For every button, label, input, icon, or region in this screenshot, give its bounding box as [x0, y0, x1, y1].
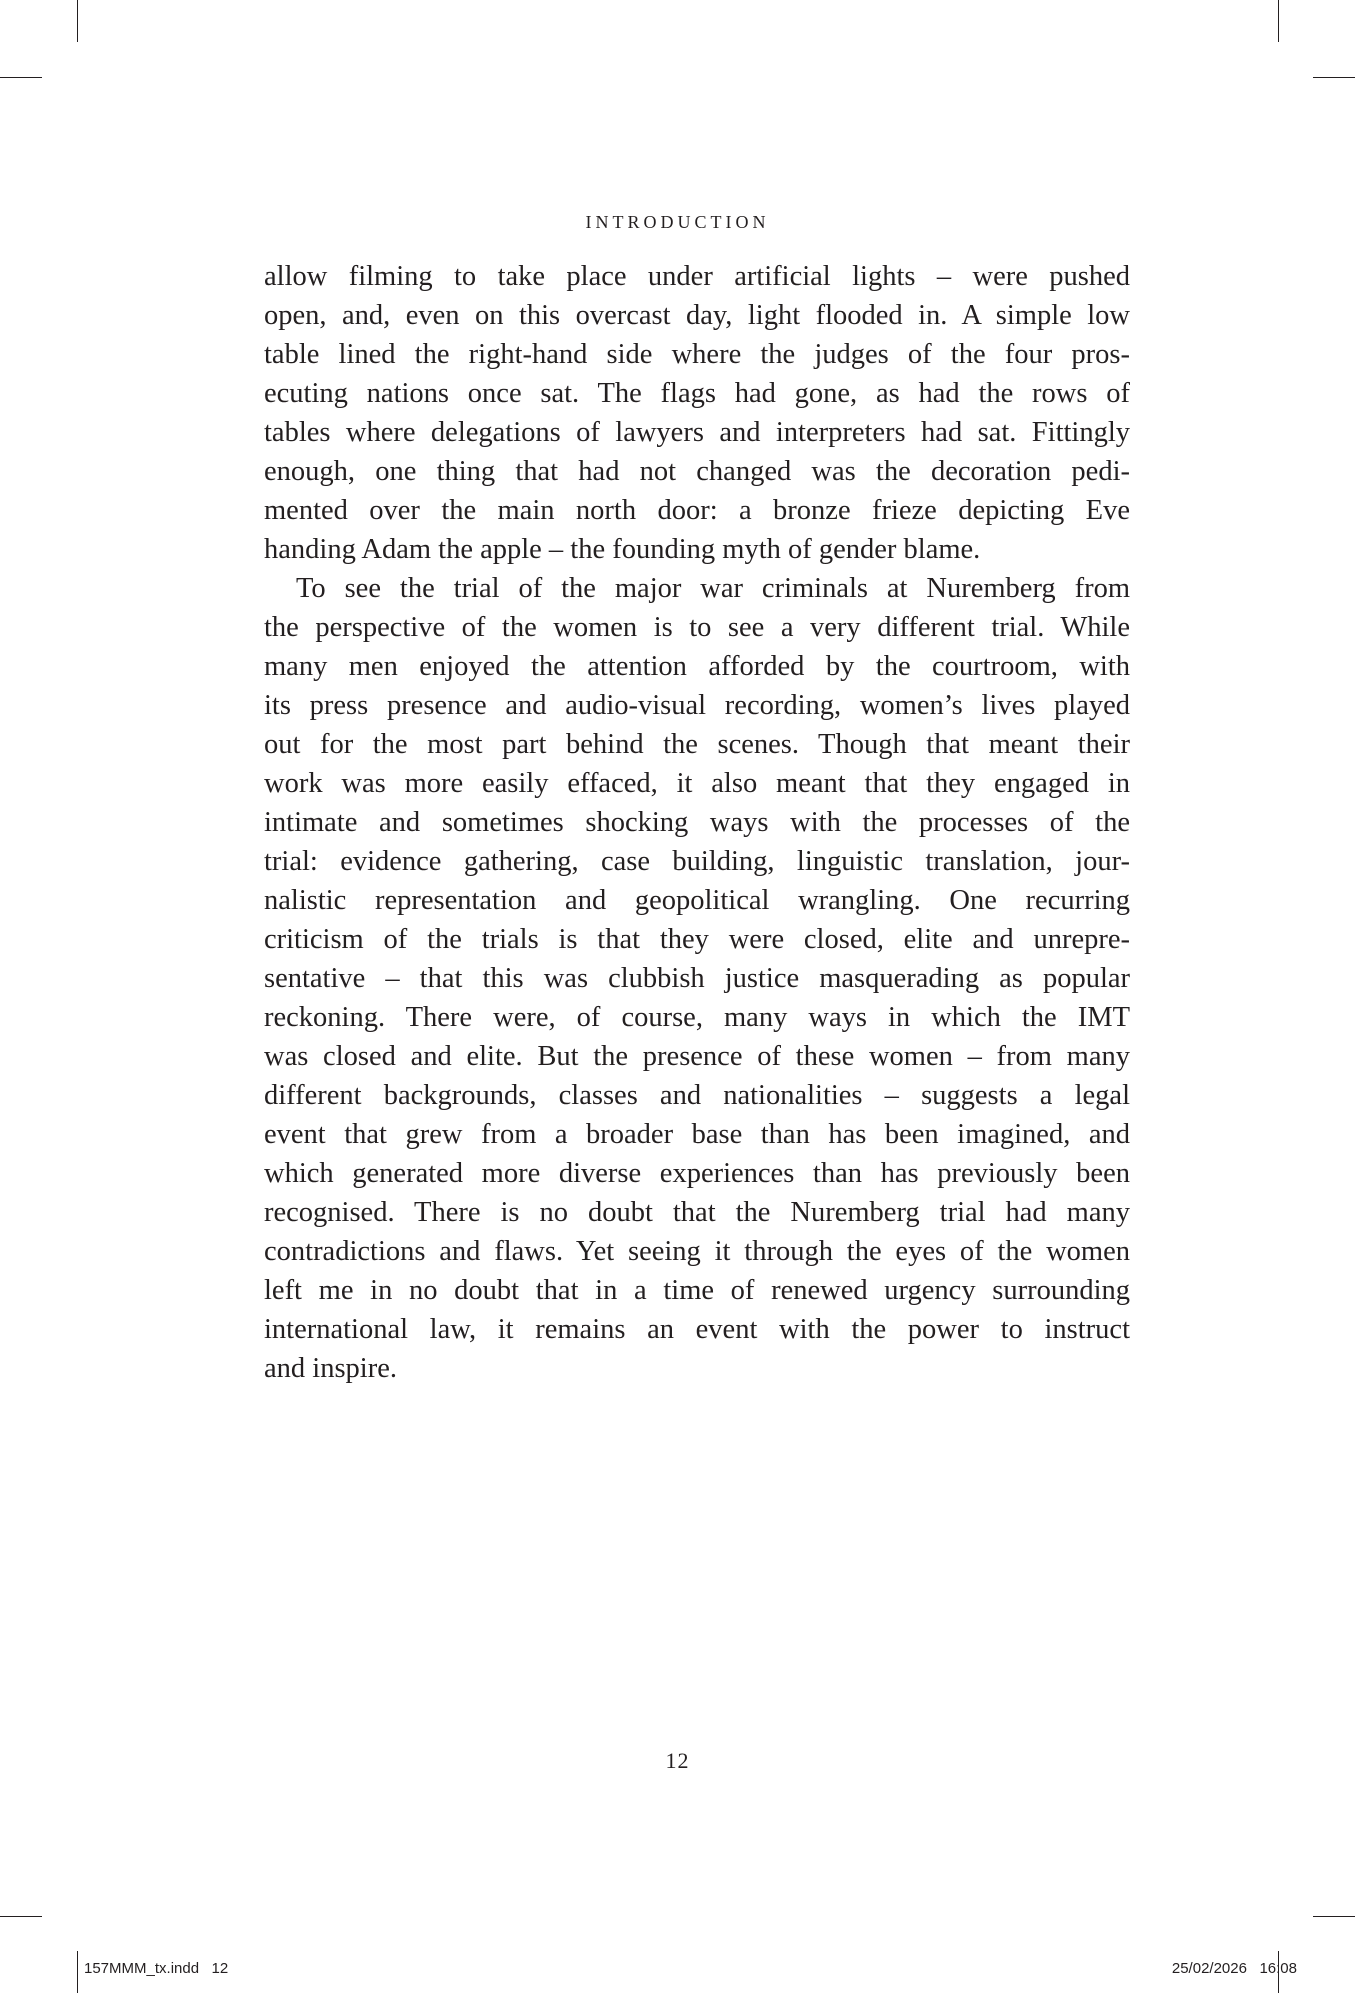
text-line: contradictions and flaws. Yet seeing it through the eyes of the women	[264, 1236, 1130, 1267]
text-line: left me in no doubt that in a time of renewed urgency surrounding	[264, 1275, 1130, 1306]
paragraph-1	[264, 257, 1130, 569]
crop-mark	[1278, 0, 1279, 42]
text-line: international law, it remains an event with the power to instruct	[264, 1314, 1130, 1345]
text-line: recognised. There is no doubt that the Nuremberg trial had many	[264, 1197, 1130, 1228]
paragraph-2	[264, 569, 1130, 1388]
text-line: which generated more diverse experiences than has previously been	[264, 1158, 1130, 1189]
text-line: event that grew from a broader base than has been imagined, and	[264, 1119, 1130, 1150]
slug-datetime: 25/02/2026 16:08	[1171, 1960, 1297, 1977]
text-line: ecuting nations once sat. The flags had gone, as had the rows of	[264, 378, 1130, 409]
text-line: enough, one thing that had not changed was the decoration pedi-	[264, 456, 1130, 487]
text-line: criticism of the trials is that they were closed, elite and unrepre-	[264, 924, 1130, 955]
text-line: table lined the right-hand side where the judges of the four pros-	[264, 339, 1130, 370]
text-line: reckoning. There were, of course, many ways in which the IMT	[264, 1002, 1130, 1033]
text-line: allow filming to take place under artificial lights – were pushed	[264, 261, 1130, 292]
crop-mark	[0, 77, 42, 78]
running-head: INTRODUCTION	[585, 212, 770, 232]
text-line: open, and, even on this overcast day, light flooded in. A simple low	[264, 300, 1130, 331]
text-line: and inspire.	[264, 1353, 397, 1384]
text-line: work was more easily effaced, it also meant that they engaged in	[264, 768, 1130, 799]
text-line: its press presence and audio-visual recording, women’s lives played	[264, 690, 1130, 721]
page-number: 12	[665, 1748, 690, 1773]
text-line: To see the trial of the major war criminals at Nuremberg from	[296, 573, 1130, 604]
crop-mark	[77, 1951, 78, 1993]
text-line: nalistic representation and geopolitical wrangling. One recurring	[264, 885, 1130, 916]
text-line: different backgrounds, classes and nationalities – suggests a legal	[264, 1080, 1130, 1111]
body-text	[264, 257, 1130, 1388]
text-line: trial: evidence gathering, case building, linguistic translation, jour-	[264, 846, 1130, 877]
crop-mark	[1313, 77, 1355, 78]
crop-mark	[0, 1916, 42, 1917]
crop-mark	[77, 0, 78, 42]
text-line: out for the most part behind the scenes. Though that meant their	[264, 729, 1130, 760]
text-line: handing Adam the apple – the founding myth of gender blame.	[264, 534, 981, 565]
text-line: intimate and sometimes shocking ways with the processes of the	[264, 807, 1130, 838]
text-line: sentative – that this was clubbish justice masquerading as popular	[264, 963, 1130, 994]
text-line: was closed and elite. But the presence of these women – from many	[264, 1041, 1130, 1072]
text-line: mented over the main north door: a bronze frieze depicting Eve	[264, 495, 1130, 526]
text-line: the perspective of the women is to see a very different trial. While	[264, 612, 1130, 643]
text-line: tables where delegations of lawyers and interpreters had sat. Fittingly	[264, 417, 1130, 448]
slug-file: 157MMM_tx.indd 12	[84, 1960, 229, 1977]
text-line: many men enjoyed the attention afforded by the courtroom, with	[264, 651, 1130, 682]
crop-mark	[1313, 1916, 1355, 1917]
